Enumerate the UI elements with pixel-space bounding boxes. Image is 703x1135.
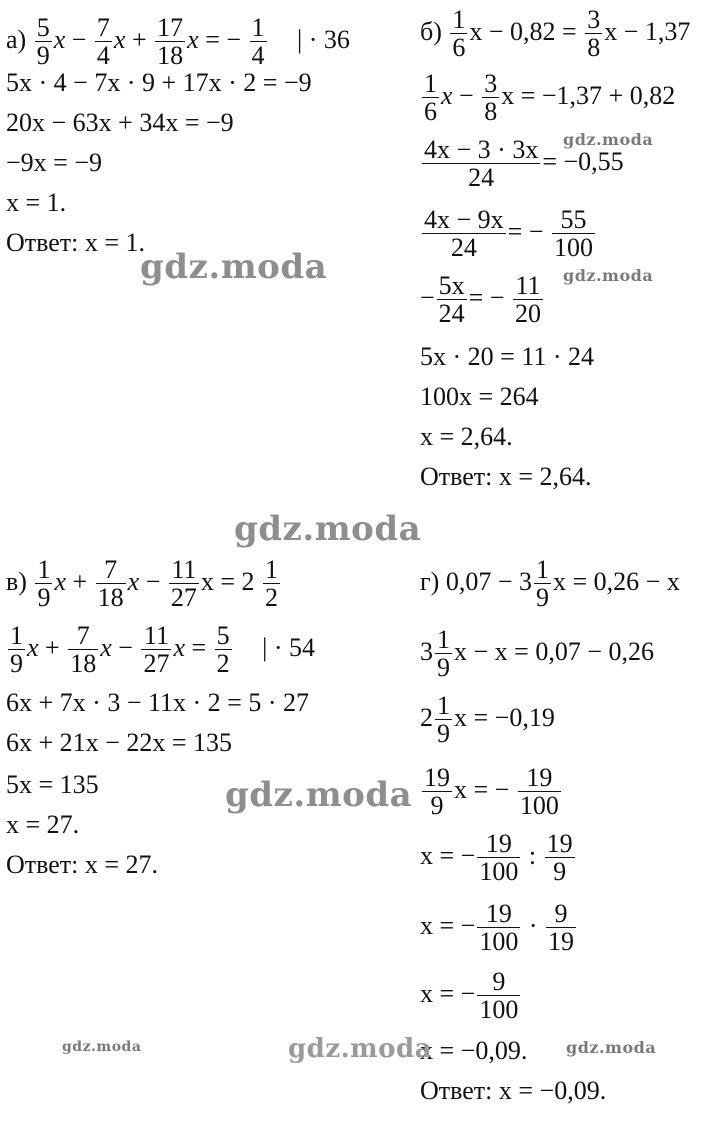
watermark: gdz.moda — [62, 1039, 142, 1055]
part-g-line-6: x = − $\frac{19}{100}$ · $\frac{9}{19}$ — [420, 899, 574, 957]
part-g-label: г) — [420, 566, 440, 596]
fraction-9-100: $\frac{9}{100}$ — [479, 967, 519, 1025]
watermark: gdz.moda — [225, 775, 413, 815]
part-v-multiplier: | · 54 — [262, 632, 316, 662]
fraction-1-9: $\frac{1}{9}$ — [536, 555, 549, 613]
fraction-9-19: $\frac{9}{19}$ — [548, 899, 574, 957]
part-b-line-7: 100x = 264 — [420, 382, 539, 411]
part-g-line-8: x = −0,09. — [420, 1036, 528, 1065]
part-a-answer: Ответ: x = 1. — [6, 228, 146, 257]
fraction-55-100: $\frac{55}{100}$ — [554, 205, 593, 263]
fraction-5-2: $\frac{5}{2}$ — [216, 621, 230, 679]
fraction-7-18: $\frac{7}{18}$ — [70, 621, 97, 679]
part-b-line-1: б) $\frac{1}{6}$ x − 0,82 = $\frac{3}{8}$ x − 1,37 — [420, 5, 691, 63]
part-b-line-2: $\frac{1}{6}$ x − $\frac{3}{8}$ x = −1,37 + 0,82 — [424, 69, 676, 127]
fraction-1-2: $\frac{1}{2}$ — [265, 555, 279, 613]
part-v-line-6: x = 27. — [6, 810, 80, 839]
watermark: gdz.moda — [234, 509, 422, 549]
fraction-5-9: $\frac{5}{9}$ — [36, 13, 50, 71]
fraction-7-4: $\frac{7}{4}$ — [96, 13, 110, 71]
fraction-11-20: $\frac{11}{20}$ — [515, 271, 541, 329]
watermark: gdz.moda — [563, 130, 654, 149]
fraction-3-8: $\frac{3}{8}$ — [484, 69, 498, 127]
fraction-5x-24: $\frac{5x}{24}$ — [438, 271, 465, 329]
watermark: gdz.moda — [563, 266, 654, 285]
part-a-line-5: x = 1. — [6, 188, 67, 217]
part-b-line-3: $\frac{4x - 3 \cdot 3x}{24}$ = −0,55 — [424, 135, 624, 193]
part-g-answer: Ответ: x = −0,09. — [420, 1076, 607, 1105]
fraction-1-6: $\frac{1}{6}$ — [452, 5, 466, 63]
part-a-line-4: −9x = −9 — [6, 148, 102, 177]
fraction-1-4: $\frac{1}{4}$ — [251, 13, 265, 71]
part-g-line-1: г) 0,07 − 3 $\frac{1}{9}$ x = 0,26 − x — [420, 555, 680, 613]
fraction-1-9: $\frac{1}{9}$ — [437, 625, 450, 683]
watermark: gdz.moda — [288, 1034, 433, 1064]
part-g-line-5: x = − $\frac{19}{100}$ : $\frac{19}{9}$ — [420, 829, 573, 887]
part-v-line-1: в) $\frac{1}{9}$ x + $\frac{7}{18}$ x − $\frac{11}{27}$ x = 2 $\frac{1}{2}$ — [6, 555, 279, 613]
part-g-line-2: 3 $\frac{1}{9}$ x − x = 0,07 − 0,26 — [420, 625, 654, 683]
fraction-19-9: $\frac{19}{9}$ — [546, 829, 573, 887]
part-v-answer: Ответ: x = 27. — [6, 850, 159, 879]
part-a-line-2: 5x · 4 − 7x · 9 + 17x · 2 = −9 — [6, 68, 312, 97]
fraction-1-9: $\frac{1}{9}$ — [437, 691, 450, 749]
part-a-label: а) — [6, 24, 27, 54]
fraction-7-18: $\frac{7}{18}$ — [97, 555, 124, 613]
fraction-19-100: $\frac{19}{100}$ — [519, 763, 559, 821]
fraction-19-9: $\frac{19}{9}$ — [424, 763, 450, 821]
part-a-multiplier: | · 36 — [297, 24, 350, 54]
fraction-17-18: $\frac{17}{18}$ — [157, 13, 184, 71]
fraction-1-6: $\frac{1}{6}$ — [424, 69, 437, 127]
part-b-label: б) — [420, 16, 442, 46]
fraction-11-27: $\frac{11}{27}$ — [170, 555, 197, 613]
fraction-11-27: $\frac{11}{27}$ — [143, 621, 170, 679]
fraction-3-8: $\frac{3}{8}$ — [587, 5, 601, 63]
part-g-line-3: 2 $\frac{1}{9}$ x = −0,19 — [420, 691, 555, 749]
fraction-19-100: $\frac{19}{100}$ — [479, 829, 519, 887]
part-a-line-1: а) $\frac{5}{9}$ x − $\frac{7}{4}$ x + $\frac{17}{18}$ x = − $\frac{1}{4}$ | · 36 — [6, 13, 350, 71]
fraction-expression: $\frac{4x - 3 \cdot 3x}{24}$ — [424, 135, 539, 193]
fraction-19-100: $\frac{19}{100}$ — [479, 899, 519, 957]
part-v-line-4: 6x + 21x − 22x = 135 — [6, 728, 232, 757]
part-b-line-4: $\frac{4x - 9x}{24}$ = − $\frac{55}{100}$ — [424, 205, 593, 263]
watermark: gdz.moda — [140, 247, 328, 287]
part-a-line-3: 20x − 63x + 34x = −9 — [6, 108, 234, 137]
fraction-1-9: $\frac{1}{9}$ — [37, 555, 51, 613]
watermark: gdz.moda — [566, 1038, 657, 1057]
fraction-expression: $\frac{4x - 9x}{24}$ — [424, 205, 504, 263]
part-v-line-2: $\frac{1}{9}$ x + $\frac{7}{18}$ x − $\frac{11}{27}$ x = $\frac{5}{2}$ | · 54 — [10, 621, 316, 679]
part-v-line-5: 5x = 135 — [6, 770, 99, 799]
fraction-1-9: $\frac{1}{9}$ — [10, 621, 23, 679]
part-v-label: в) — [6, 566, 27, 596]
part-b-line-5: − $\frac{5x}{24}$ = − $\frac{11}{20}$ — [420, 271, 541, 329]
part-b-line-8: x = 2,64. — [420, 422, 513, 451]
part-v-line-3: 6x + 7x · 3 − 11x · 2 = 5 · 27 — [6, 688, 309, 717]
part-b-line-6: 5x · 20 = 11 · 24 — [420, 342, 595, 371]
part-g-line-7: x = − $\frac{9}{100}$ — [420, 967, 519, 1025]
part-g-line-4: $\frac{19}{9}$ x = − $\frac{19}{100}$ — [424, 763, 559, 821]
part-b-answer: Ответ: x = 2,64. — [420, 462, 592, 491]
